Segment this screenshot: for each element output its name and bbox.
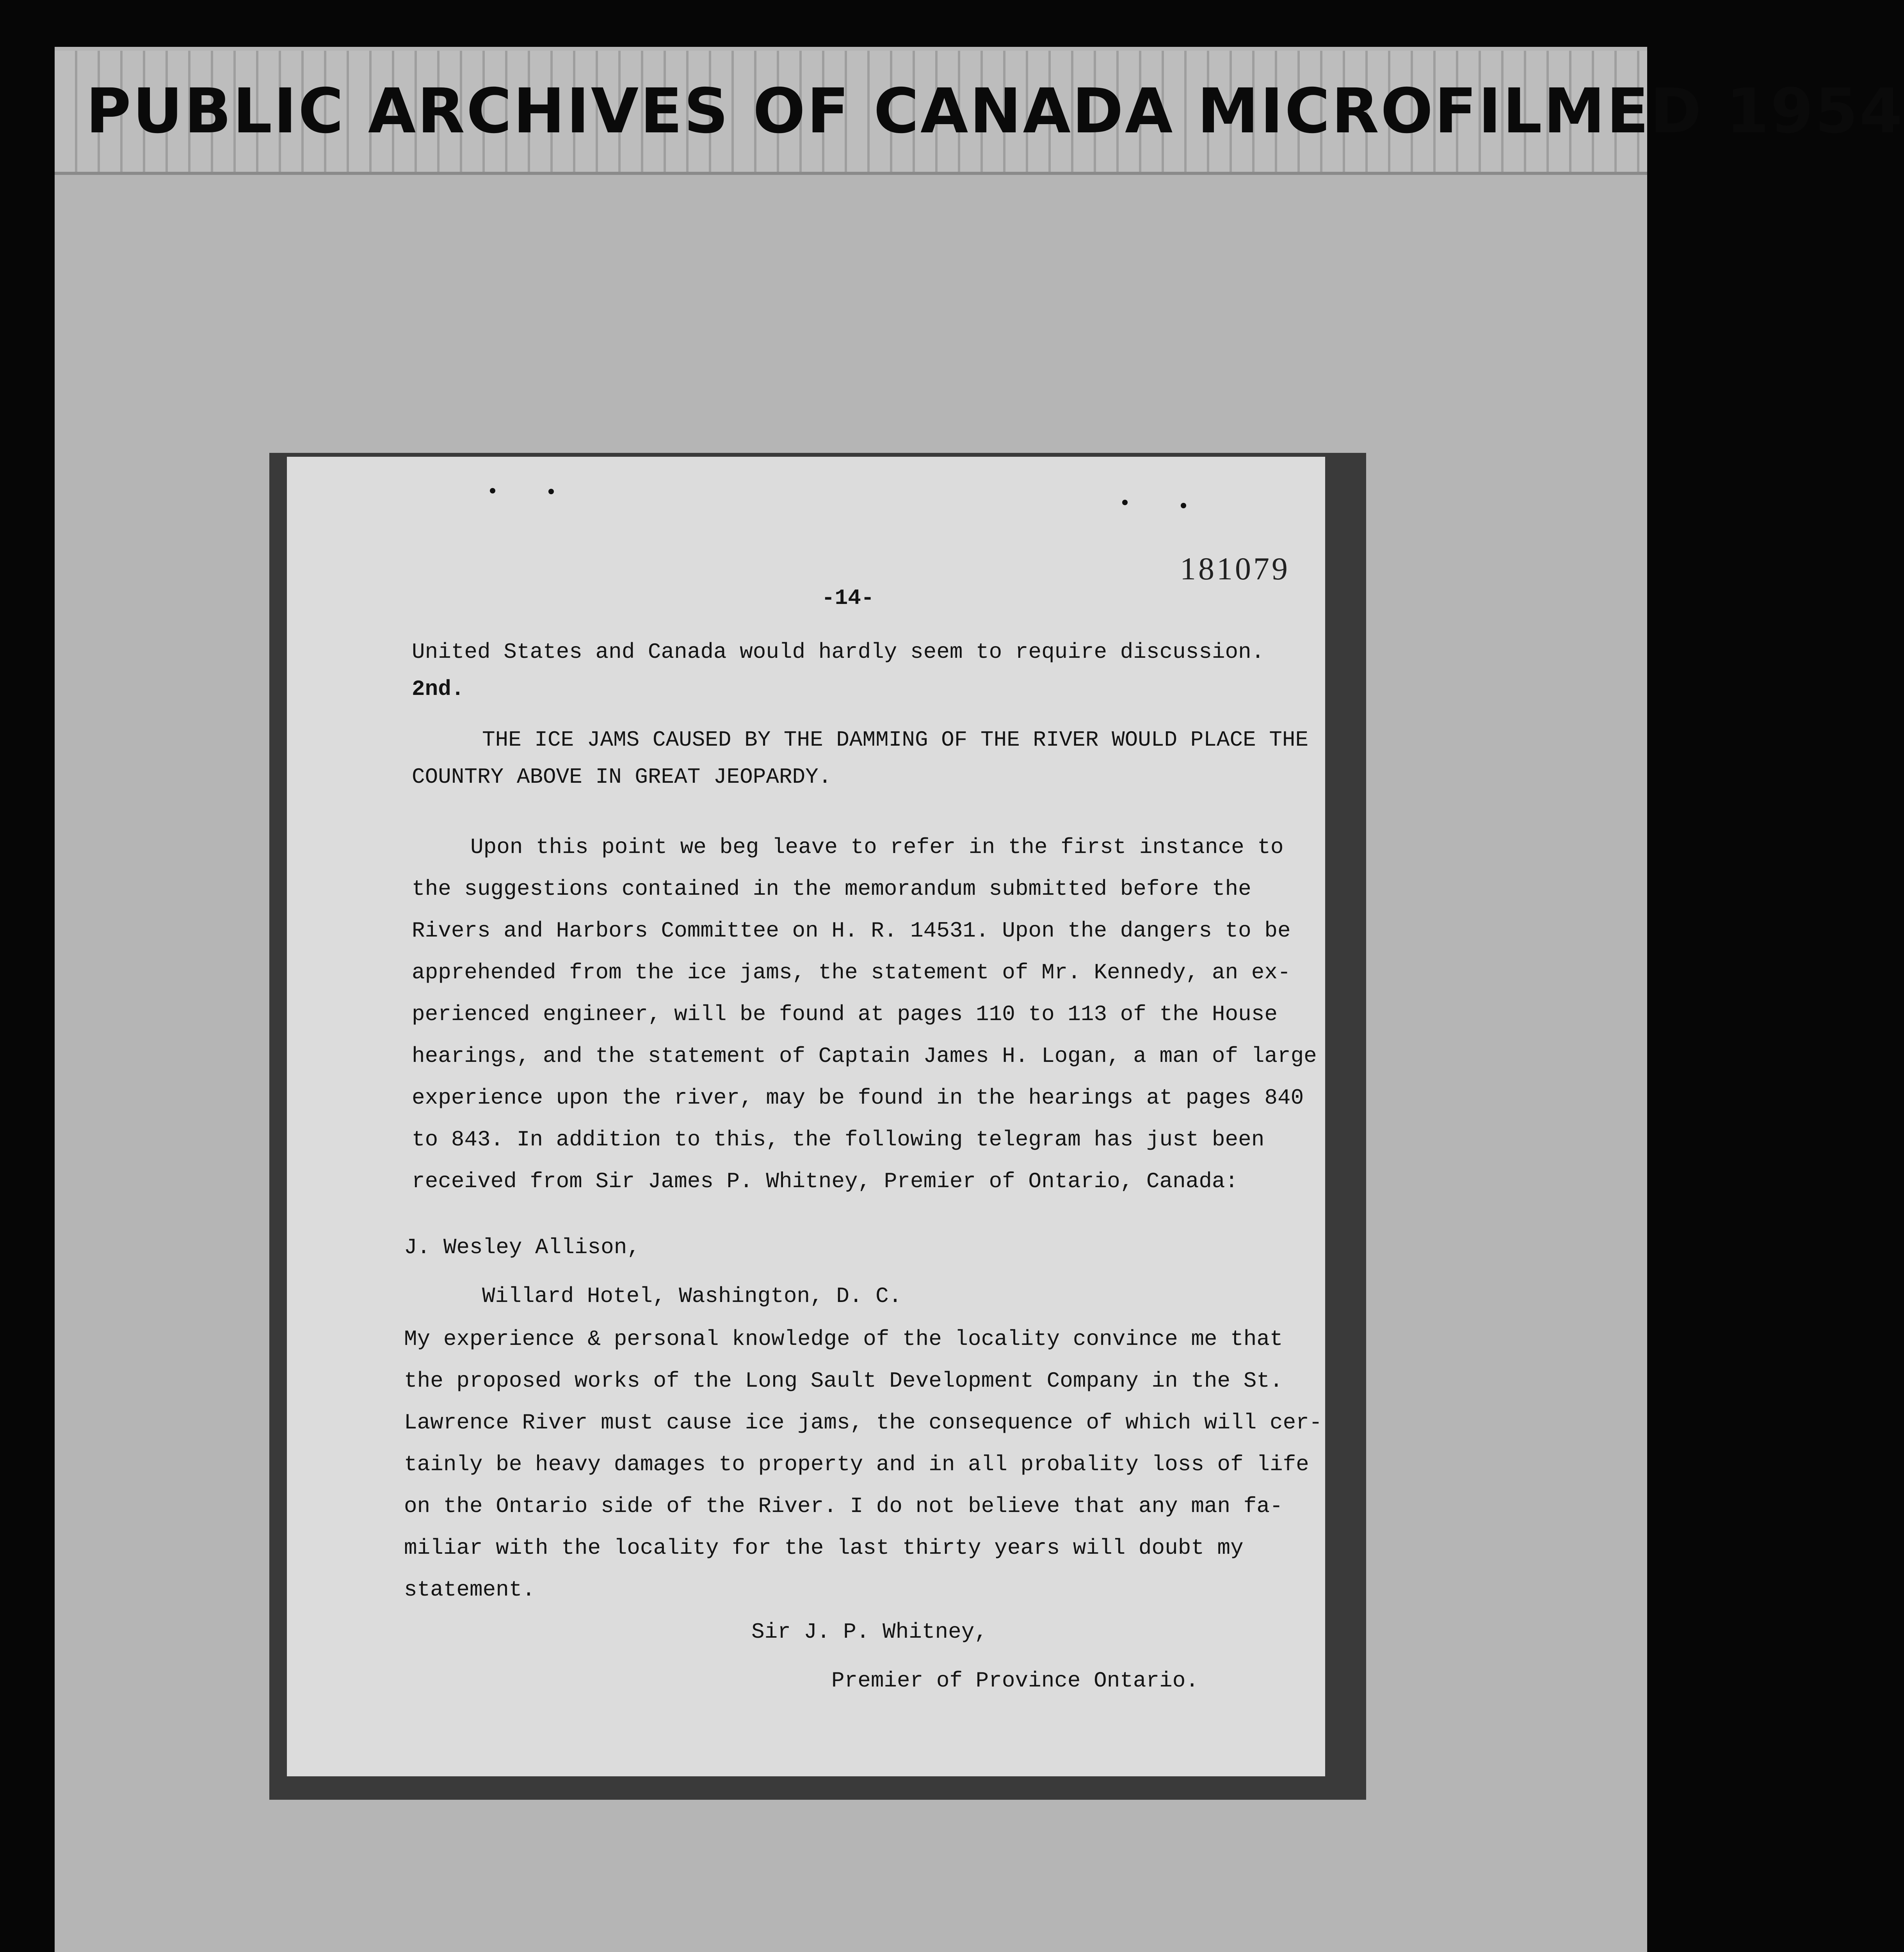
archive-header-text: PUBLIC ARCHIVES OF CANADA MICROFILMED 1954 [86,75,1904,147]
telegram-line: My experience & personal knowledge of the locality convince me that [404,1327,1283,1352]
text-line: perienced engineer, will be found at pages 110 to 113 of the House [412,1002,1278,1027]
telegram-line: statement. [404,1577,536,1602]
archive-header-banner [55,51,1904,175]
telegram-address: Willard Hotel, Washington, D. C. [482,1284,902,1309]
telegram-line: miliar with the locality for the last thirty years will doubt my [404,1535,1244,1560]
document-id-stamp: 181079 [1180,551,1290,586]
speck-mark [1122,500,1128,505]
text-line: Rivers and Harbors Committee on H. R. 14531. Upon the dangers to be [412,918,1291,943]
speck-mark [548,489,554,494]
text-line: hearings, and the statement of Captain James H. Logan, a man of large [412,1044,1317,1069]
section-number: 2nd. [412,677,464,702]
text-line: received from Sir James P. Whitney, Premier of Ontario, Canada: [412,1169,1238,1194]
text-line: to 843. In addition to this, the following telegram has just been [412,1127,1265,1152]
text-line: Upon this point we beg leave to refer in the first instance to [470,835,1284,860]
telegram-line: the proposed works of the Long Sault Development Company in the St. [404,1368,1283,1393]
speck-mark [1181,503,1186,508]
section-heading: THE ICE JAMS CAUSED BY THE DAMMING OF THE RIVER WOULD PLACE THE [482,727,1309,752]
text-line: experience upon the river, may be found in the hearings at pages 840 [412,1085,1304,1110]
text-line: United States and Canada would hardly seem to require discussion. [412,639,1265,664]
page-number: -14- [822,586,874,611]
telegram-line: on the Ontario side of the River. I do not believe that any man fa- [404,1494,1283,1519]
signature-title: Premier of Province Ontario. [831,1668,1199,1693]
section-heading: COUNTRY ABOVE IN GREAT JEOPARDY. [412,764,832,789]
text-line: the suggestions contained in the memorandum submitted before the [412,876,1251,901]
typed-letter-page [287,457,1325,1776]
text-line: apprehended from the ice jams, the statement of Mr. Kennedy, an ex- [412,960,1291,985]
speck-mark [490,488,495,493]
telegram-line: tainly be heavy damages to property and in all probality loss of life [404,1452,1309,1477]
telegram-line: Lawrence River must cause ice jams, the consequence of which will cer- [404,1410,1322,1435]
signature-name: Sir J. P. Whitney, [751,1619,988,1644]
telegram-recipient: J. Wesley Allison, [404,1235,640,1260]
